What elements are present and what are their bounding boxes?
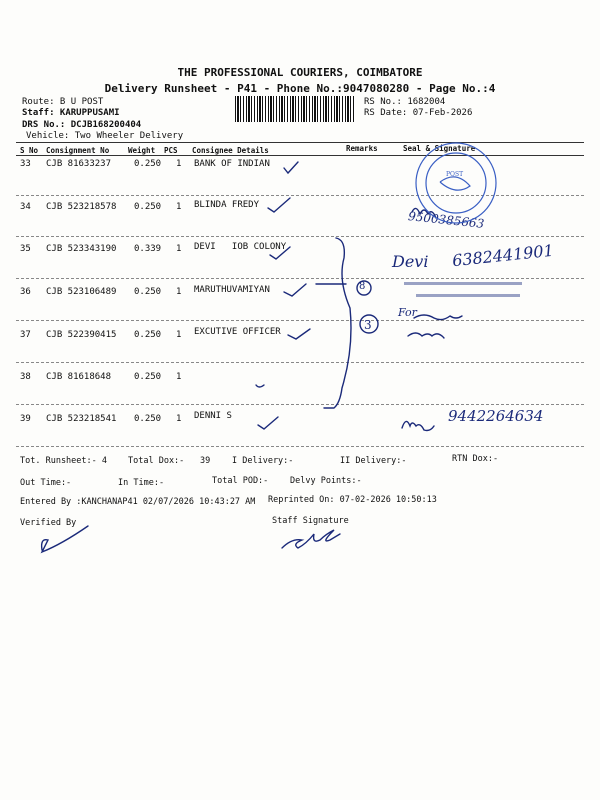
circle-icon — [357, 281, 371, 295]
row-consignment: CJB 523218541 — [46, 414, 117, 424]
row-pcs: 1 — [176, 372, 182, 382]
handwritten-phone-39: 9442264634 — [448, 407, 544, 425]
rs-number: RS No.: 1682004 — [364, 97, 446, 107]
row-sno: 36 — [20, 287, 31, 297]
handwritten-phone-34: 9500385663 — [407, 209, 485, 231]
verified-by: Verified By — [20, 518, 77, 528]
row-consignee: BLINDA FREDY — [194, 200, 260, 210]
seal-text: POST — [446, 171, 464, 178]
seal-stamp-icon — [416, 143, 496, 223]
total-dox-value: 39 — [200, 456, 211, 466]
checkmark-icon — [288, 329, 310, 339]
checkmark-icon — [268, 198, 290, 212]
row-weight: 0.250 — [134, 287, 162, 297]
small-tick-icon — [256, 385, 264, 387]
col-pcs: PCS — [164, 146, 178, 155]
tot-runsheet: Tot. Runsheet:- 4 — [20, 456, 107, 466]
vehicle-label: Vehicle: Two Wheeler Delivery — [26, 131, 184, 141]
checkmark-icon — [258, 417, 278, 429]
row-consignment: CJB 523218578 — [46, 202, 117, 212]
row-weight: 0.339 — [134, 244, 162, 254]
row-consignment: CJB 81633237 — [46, 159, 112, 169]
col-weight: Weight — [128, 146, 156, 155]
col-seal-signature: Seal & Signature — [403, 144, 476, 153]
checkmark-icon — [284, 284, 306, 296]
company-title: THE PROFESSIONAL COURIERS, COIMBATORE — [177, 66, 423, 79]
row-sno: 38 — [20, 372, 31, 382]
row-weight: 0.250 — [134, 330, 162, 340]
row-sno: 34 — [20, 202, 31, 212]
staff-signature-label: Staff Signature — [272, 516, 349, 526]
delvy-points: Delvy Points:- — [290, 476, 362, 486]
verified-signature-icon — [42, 526, 88, 552]
row-consignment: CJB 523106489 — [46, 287, 117, 297]
row-consignment: CJB 523343190 — [46, 244, 117, 254]
staff-label: Staff: KARUPPUSAMI — [22, 108, 120, 118]
row-pcs: 1 — [176, 330, 182, 340]
row-pcs: 1 — [176, 414, 182, 424]
circled-number-b: 3 — [364, 318, 372, 332]
circled-number-a: 8 — [359, 281, 366, 292]
row-weight: 0.250 — [134, 372, 162, 382]
route-label: Route: B U POST — [22, 97, 104, 107]
bracket-icon — [324, 238, 351, 408]
row-weight: 0.250 — [134, 414, 162, 424]
drs-number: DRS No.: DCJB168200404 — [22, 120, 142, 130]
handwritten-name-35: Devi — [392, 252, 429, 271]
checkmark-icon — [270, 247, 290, 259]
runsheet-title: Delivery Runsheet - P41 - Phone No.:9047080280 - Page No.:4 — [104, 82, 496, 95]
row-pcs: 1 — [176, 159, 182, 169]
row-weight: 0.250 — [134, 202, 162, 212]
rs-date: RS Date: 07-Feb-2026 — [364, 108, 473, 118]
i-delivery: I Delivery:- — [232, 456, 294, 466]
row-consignee: BANK OF INDIAN — [194, 159, 270, 169]
col-remarks: Remarks — [346, 144, 378, 153]
row-consignee: DENNI S — [194, 411, 232, 421]
faint-stamp-text — [404, 282, 522, 297]
total-dox-label: Total Dox:- — [128, 456, 185, 466]
rtn-dox: RTN Dox:- — [452, 454, 499, 464]
total-pod: Total POD:- — [212, 476, 269, 486]
out-time: Out Time:- — [20, 478, 72, 488]
row-sno: 37 — [20, 330, 31, 340]
row-pcs: 1 — [176, 244, 182, 254]
reprinted-on: Reprinted On: 07-02-2026 10:50:13 — [268, 495, 437, 505]
entered-by: Entered By :KANCHANAP41 02/07/2026 10:43:27 AM — [20, 497, 256, 507]
row-consignment: CJB 522390415 — [46, 330, 117, 340]
col-sno: S No — [20, 146, 39, 155]
signature-icon — [402, 421, 434, 430]
circle-icon — [360, 315, 378, 333]
in-time: In Time:- — [118, 478, 165, 488]
row-pcs: 1 — [176, 287, 182, 297]
ii-delivery: II Delivery:- — [340, 456, 407, 466]
row-pcs: 1 — [176, 202, 182, 212]
signature-icon — [412, 208, 436, 218]
staff-signature-icon — [282, 530, 340, 548]
checkmark-icon — [284, 162, 298, 173]
handwritten-for-note: For — [398, 306, 417, 319]
row-consignment: CJB 81618648 — [46, 372, 112, 382]
scribble-icon — [414, 315, 462, 320]
row-sno: 33 — [20, 159, 31, 169]
col-consignment: Consignment No — [46, 146, 110, 155]
row-sno: 35 — [20, 244, 31, 254]
row-weight: 0.250 — [134, 159, 162, 169]
scribble-icon — [408, 333, 444, 338]
row-consignee: MARUTHUVAMIYAN — [194, 285, 270, 295]
row-consignee: EXCUTIVE OFFICER — [194, 327, 281, 337]
row-sno: 39 — [20, 414, 31, 424]
row-consignee: DEVI IOB COLONY — [194, 242, 287, 252]
col-consignee: Consignee Details — [192, 146, 269, 155]
handwritten-phone-35: 6382441901 — [451, 240, 555, 271]
